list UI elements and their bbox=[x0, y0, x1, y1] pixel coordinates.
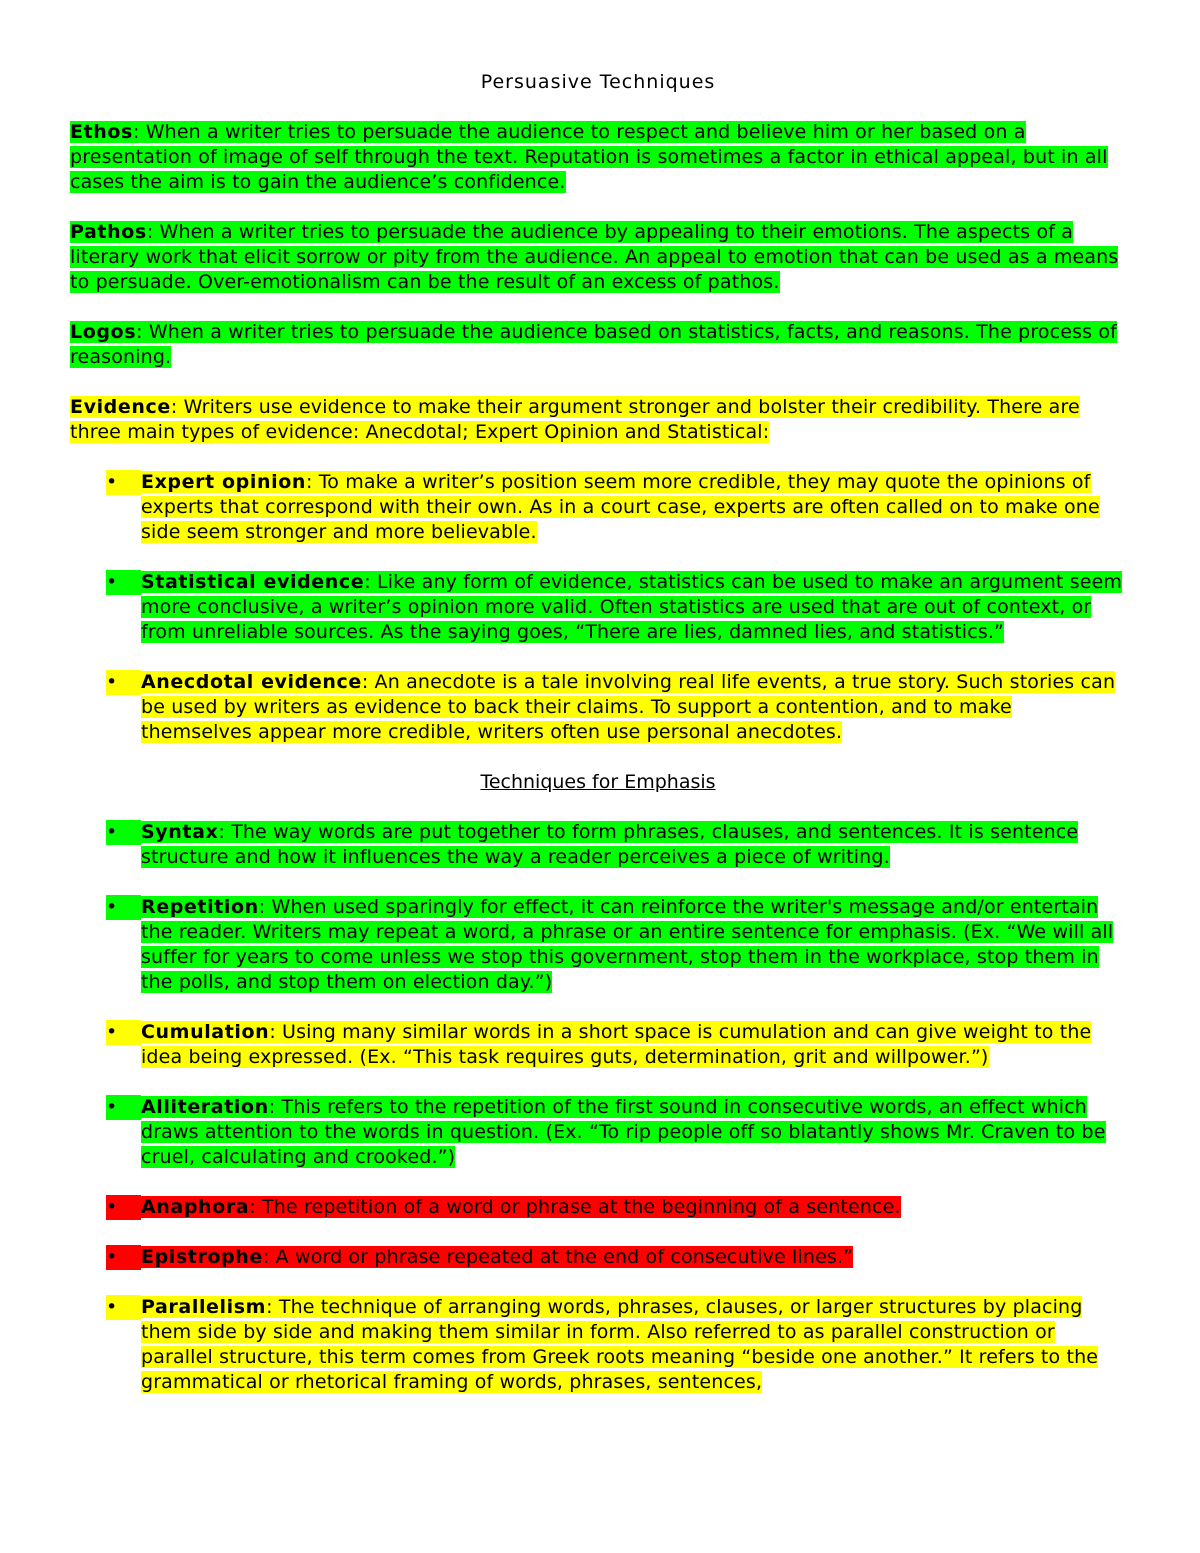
definition-logos: : When a writer tries to persuade the audience based on statistics, facts, and reasons. The process of reasoning. bbox=[70, 321, 1118, 368]
term-ethos: Ethos bbox=[70, 121, 133, 143]
section-heading-emphasis: Techniques for Emphasis bbox=[480, 771, 716, 793]
definition-statistical-evidence: : Like any form of evidence, statistics can be used to make an argument seem more conclusive, a writer’s opinion more valid. Often statistics are used that are out of context, or from unreliable sources. As the saying goes, “There are lies, damned lies, and statistics.” bbox=[141, 571, 1123, 643]
term-statistical-evidence: Statistical evidence bbox=[141, 571, 365, 593]
highlight-statistical-evidence bbox=[141, 571, 1122, 643]
term-parallelism: Parallelism bbox=[141, 1296, 267, 1318]
paragraph-logos bbox=[70, 320, 1126, 370]
definition-repetition: : When used sparingly for effect, it can reinforce the writer's message and/or entertain the reader. Writers may repeat a word, a phrase or an entire sentence for emphasis. (Ex. “We will all suffer for years to come unless we stop this government, stop them in the workplace, stop them in the polls, and stop them on election day.”) bbox=[141, 896, 1114, 993]
term-cumulation: Cumulation bbox=[141, 1021, 270, 1043]
paragraph-ethos bbox=[70, 120, 1126, 195]
highlight-ethos bbox=[70, 121, 1108, 193]
paragraph-pathos bbox=[70, 220, 1126, 295]
definition-evidence: : Writers use evidence to make their argument stronger and bolster their credibility. There are three main types of evidence: Anecdotal; Expert Opinion and Statistical: bbox=[70, 396, 1080, 443]
bullet-icon: • bbox=[106, 670, 141, 695]
highlight-alliteration bbox=[141, 1096, 1106, 1168]
list-item-statistical-evidence bbox=[70, 570, 1126, 645]
definition-expert-opinion: : To make a writer’s position seem more credible, they may quote the opinions of experts that correspond with their own. As in a court case, experts are often called on to make one side seem stronger and more believable. bbox=[141, 471, 1100, 543]
highlight-logos bbox=[70, 321, 1117, 368]
highlight-epistrophe bbox=[141, 1246, 853, 1268]
bullet-icon: • bbox=[106, 1295, 141, 1320]
term-anaphora: Anaphora bbox=[141, 1196, 250, 1218]
definition-syntax: : The way words are put together to form phrases, clauses, and sentences. It is sentence structure and how it influences the way a reader perceives a piece of writing. bbox=[141, 821, 1079, 868]
bullet-icon: • bbox=[106, 570, 141, 595]
term-syntax: Syntax bbox=[141, 821, 219, 843]
term-pathos: Pathos bbox=[70, 221, 147, 243]
bullet-icon: • bbox=[106, 820, 141, 845]
definition-anaphora: : The repetition of a word or phrase at the beginning of a sentence. bbox=[249, 1196, 901, 1218]
list-item-parallelism bbox=[70, 1295, 1126, 1395]
definition-parallelism: : The technique of arranging words, phrases, clauses, or larger structures by placing them side by side and making them similar in form. Also referred to as parallel construction or parallel structure, this term comes from Greek roots meaning “beside one another.” It refers to the grammatical or rhetorical framing of words, phrases, sentences, bbox=[141, 1296, 1099, 1393]
list-item-repetition bbox=[70, 895, 1126, 995]
list-item-syntax bbox=[70, 820, 1126, 870]
paragraph-evidence bbox=[70, 395, 1126, 445]
bullet-icon: • bbox=[106, 1245, 141, 1270]
term-anecdotal-evidence: Anecdotal evidence bbox=[141, 671, 362, 693]
list-item-cumulation bbox=[70, 1020, 1126, 1070]
definition-pathos: : When a writer tries to persuade the audience by appealing to their emotions. The aspects of a literary work that elicit sorrow or pity from the audience. An appeal to emotion that can be used as a means to persuade. Over-emotionalism can be the result of an excess of pathos. bbox=[70, 221, 1119, 293]
term-logos: Logos bbox=[70, 321, 137, 343]
term-epistrophe: Epistrophe bbox=[141, 1246, 263, 1268]
highlight-repetition bbox=[141, 896, 1113, 993]
highlight-evidence bbox=[70, 396, 1080, 443]
highlight-syntax bbox=[141, 821, 1078, 868]
highlight-parallelism bbox=[141, 1296, 1098, 1393]
highlight-anaphora bbox=[141, 1196, 901, 1218]
highlight-cumulation bbox=[141, 1021, 1091, 1068]
list-item-expert-opinion bbox=[70, 470, 1126, 545]
list-item-anaphora bbox=[70, 1195, 1126, 1220]
bullet-icon: • bbox=[106, 470, 141, 495]
definition-anecdotal-evidence: : An anecdote is a tale involving real life events, a true story. Such stories can be used by writers as evidence to back their claims. To support a contention, and to make themselves appear more credible, writers often use personal anecdotes. bbox=[141, 671, 1116, 743]
evidence-types-list bbox=[70, 470, 1126, 745]
emphasis-techniques-list bbox=[70, 820, 1126, 1395]
list-item-anecdotal-evidence bbox=[70, 670, 1126, 745]
term-expert-opinion: Expert opinion bbox=[141, 471, 306, 493]
bullet-icon: • bbox=[106, 1095, 141, 1120]
bullet-icon: • bbox=[106, 1195, 141, 1220]
definition-alliteration: : This refers to the repetition of the first sound in consecutive words, an effect which draws attention to the words in question. (Ex. “To rip people off so blatantly shows Mr. Craven to be cruel, calculating and crooked.”) bbox=[141, 1096, 1106, 1168]
definition-epistrophe: : A word or phrase repeated at the end of consecutive lines.” bbox=[262, 1246, 854, 1268]
highlight-expert-opinion bbox=[141, 471, 1100, 543]
bullet-icon: • bbox=[106, 1020, 141, 1045]
term-repetition: Repetition bbox=[141, 896, 259, 918]
list-item-epistrophe bbox=[70, 1245, 1126, 1270]
definition-cumulation: : Using many similar words in a short space is cumulation and can give weight to the idea being expressed. (Ex. “This task requires guts, determination, grit and willpower.”) bbox=[141, 1021, 1092, 1068]
highlight-pathos bbox=[70, 221, 1118, 293]
bullet-icon: • bbox=[106, 895, 141, 920]
page-title: Persuasive Techniques bbox=[480, 71, 716, 93]
definition-ethos: : When a writer tries to persuade the audience to respect and believe him or her based on a presentation of image of self through the text. Reputation is sometimes a factor in ethical appeal, but in all cases the aim is to gain the audience’s confidence. bbox=[70, 121, 1108, 193]
term-evidence: Evidence bbox=[70, 396, 171, 418]
highlight-anecdotal-evidence bbox=[141, 671, 1115, 743]
term-alliteration: Alliteration bbox=[141, 1096, 269, 1118]
list-item-alliteration bbox=[70, 1095, 1126, 1170]
